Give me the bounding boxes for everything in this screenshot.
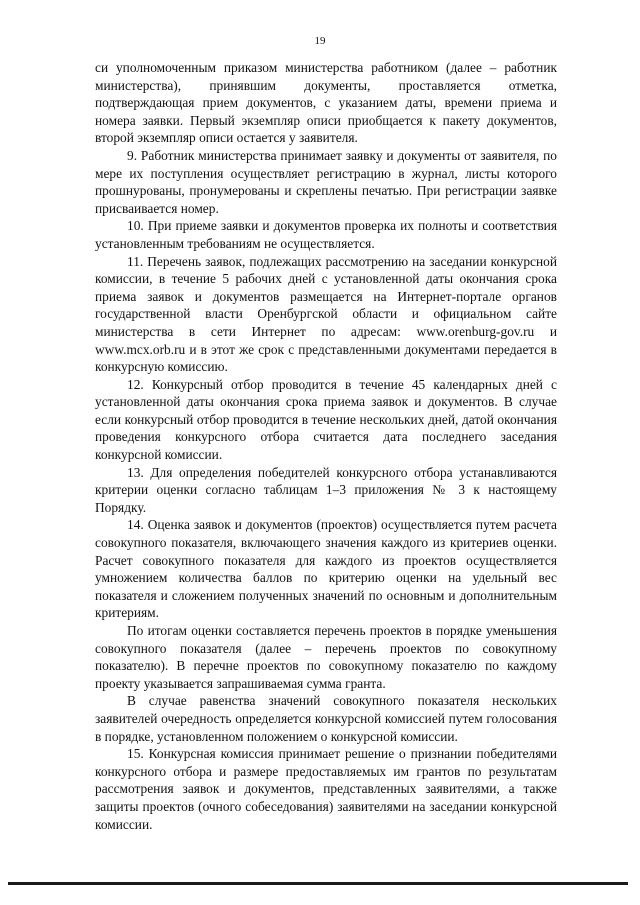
document-body xyxy=(95,59,557,833)
paragraph-10-no-check: 10. При приеме заявки и документов проверка их полноты и соответствия установленным требованиям не осуществляется. xyxy=(95,218,557,251)
paragraph-tie-break: В случае равенства значений совокупного показателя нескольких заявителей очередность определяется конкурсной комиссией путем голосования в порядке, установленном положением о конкурсной комиссии. xyxy=(95,693,557,744)
bottom-rule xyxy=(8,882,628,885)
paragraph-11-application-list: 11. Перечень заявок, подлежащих рассмотрению на заседании конкурсной комиссии, в течение 5 рабочих дней с установленной даты окончания срока приема заявок и документов размещается на Интернет-портале органов государственной власти Оренбургской области и официальном сайте министерства в сети Интернет по адресам: www.orenburg-gov.ru и www.mcx.orb.ru и в этот же срок с представленными документами передается в конкурсную комиссию. xyxy=(95,253,557,375)
paragraph-13-criteria: 13. Для определения победителей конкурсного отбора устанавливаются критерии оценки согласно таблицам 1–3 приложения № 3 к настоящему Порядку. xyxy=(95,464,557,515)
paragraph-continuation: си уполномоченным приказом министерства работником (далее – работник министерства), принявшим документы, проставляется отметка, подтверждающая прием документов, с указанием даты, времени приема и номера заявки. Первый экземпляр описи приобщается к пакету документов, второй экземпляр описи остается у заявителя. xyxy=(95,60,557,146)
paragraph-15-commission-decision: 15. Конкурсная комиссия принимает решение о признании победителями конкурсного отбора и размере предоставляемых им грантов по результатам рассмотрения заявок и документов, представленных заявителями, а также защиты проектов (очного собеседования) заявителями на заседании конкурсной комиссии. xyxy=(95,746,557,832)
paragraph-ranking-list: По итогам оценки составляется перечень проектов в порядке уменьшения совокупного показателя (далее – перечень проектов по совокупному показателю). В перечне проектов по совокупному показателю по каждому проекту указывается запрашиваемая сумма гранта. xyxy=(95,623,557,691)
paragraph-12-selection-period: 12. Конкурсный отбор проводится в течение 45 календарных дней с установленной даты окончания срока приема заявок и документов. В случае если конкурсный отбор проводится в течение нескольких дней, датой окончания проведения конкурсного отбора считается дата последнего заседания конкурсной комиссии. xyxy=(95,376,557,463)
paragraph-14-evaluation: 14. Оценка заявок и документов (проектов) осуществляется путем расчета совокупного показателя, включающего значения каждого из критериев оценки. Расчет совокупного показателя для каждого из проектов осуществляется умножением количества баллов по критерию оценки на удельный вес показателя и сложением полученных значений по основным и дополнительным критериям. xyxy=(95,517,557,621)
paragraph-9-registration: 9. Работник министерства принимает заявку и документы от заявителя, по мере их поступления осуществляет регистрацию в журнал, листы которого прошнурованы, пронумерованы и скреплены печатью. При регистрации заявке присваивается номер. xyxy=(95,147,557,216)
page-number: 19 xyxy=(314,35,326,47)
